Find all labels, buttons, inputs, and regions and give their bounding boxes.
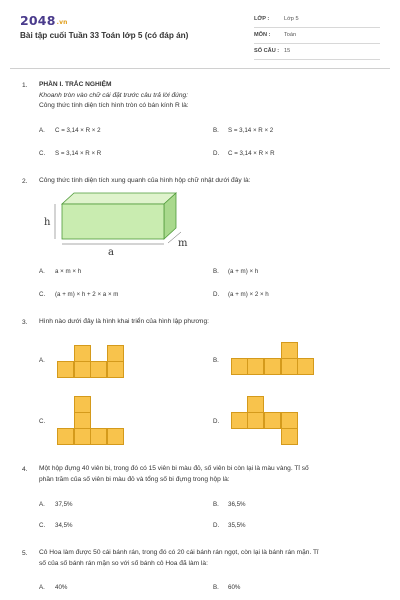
question-number: 1.	[22, 82, 28, 89]
question-number: 3.	[22, 319, 28, 326]
net-cell	[74, 361, 91, 378]
option-text[interactable]: S = 3,14 × R × R	[55, 150, 102, 157]
net-cell	[264, 412, 281, 429]
option-letter[interactable]: D.	[213, 291, 220, 298]
option-text[interactable]: 35,5%	[228, 522, 246, 529]
option-letter[interactable]: A.	[39, 501, 45, 508]
question-4-text-line-2: phần trăm của số viên bi màu đỏ và tổng số bi đựng trong hộp là:	[39, 476, 230, 483]
option-text[interactable]: (a + m) × h	[228, 268, 259, 275]
option-letter[interactable]: B.	[213, 357, 219, 364]
meta-row-class	[254, 14, 380, 28]
option-text[interactable]: 37,5%	[55, 501, 73, 508]
net-cell	[247, 396, 264, 413]
option-letter[interactable]: A.	[39, 584, 45, 591]
option-letter[interactable]: B.	[213, 584, 219, 591]
meta-label: LỚP :	[254, 16, 270, 22]
meta-row-subject	[254, 30, 380, 44]
net-cell	[281, 358, 298, 375]
meta-value: Lớp 5	[284, 16, 299, 22]
meta-label: SỐ CÂU :	[254, 48, 280, 54]
document-title: Bài tập cuối Tuần 33 Toán lớp 5 (có đáp án)	[20, 31, 189, 40]
question-number: 4.	[22, 466, 28, 473]
net-cell	[90, 428, 107, 445]
net-cell	[247, 358, 264, 375]
option-letter[interactable]: C.	[39, 418, 46, 425]
option-letter[interactable]: A.	[39, 268, 45, 275]
net-cell	[231, 358, 248, 375]
question-4-text-line-1: Một hộp đựng 40 viên bi, trong đó có 15 viên bi màu đỏ, số viên bi còn lại là màu vàng. Tỉ số	[39, 465, 309, 472]
option-text[interactable]: a × m × h	[55, 268, 82, 275]
logo-suffix: .vn	[56, 19, 68, 26]
option-text[interactable]: C = 3,14 × R × 2	[55, 127, 101, 134]
question-3-text: Hình nào dưới đây là hình khai triển của hình lập phương:	[39, 318, 209, 325]
option-letter[interactable]: A.	[39, 357, 45, 364]
option-text[interactable]: 34,5%	[55, 522, 73, 529]
question-5-text-line-1: Cô Hoa làm được 50 cái bánh rán, trong đó có 20 cái bánh rán ngọt, còn lại là bánh rán mặn. Tỉ	[39, 549, 319, 556]
option-letter[interactable]: D.	[213, 150, 220, 157]
meta-row-count	[254, 46, 380, 60]
meta-value: Toán	[284, 32, 297, 38]
option-text[interactable]: (a + m) × 2 × h	[228, 291, 269, 298]
option-letter[interactable]: B.	[213, 268, 219, 275]
option-letter[interactable]: D.	[213, 522, 220, 529]
net-cell	[74, 345, 91, 362]
option-letter[interactable]: C.	[39, 291, 46, 298]
net-cell	[90, 361, 107, 378]
option-text[interactable]: 40%	[55, 584, 68, 591]
label-h: h	[44, 217, 51, 228]
option-letter[interactable]: B.	[213, 127, 219, 134]
question-2-text: Công thức tính diện tích xung quanh của hình hộp chữ nhật dưới đây là:	[39, 177, 251, 184]
net-cell	[281, 342, 298, 359]
option-text[interactable]: 36,5%	[228, 501, 246, 508]
net-cell	[107, 361, 124, 378]
header-divider	[10, 68, 390, 69]
net-cell	[281, 412, 298, 429]
net-cell	[107, 428, 124, 445]
net-cell	[74, 412, 91, 429]
net-cell	[107, 345, 124, 362]
question-1-text: Công thức tính diện tích hình tròn có bán kính R là:	[39, 102, 189, 109]
label-a: a	[108, 247, 114, 258]
net-cell	[74, 428, 91, 445]
option-text[interactable]: 60%	[228, 584, 241, 591]
question-number: 2.	[22, 178, 28, 185]
section-title: PHẦN I. TRẮC NGHIỆM	[39, 81, 112, 88]
option-text[interactable]: (a + m) × h + 2 × a × m	[55, 291, 119, 298]
net-cell	[281, 428, 298, 445]
option-letter[interactable]: D.	[213, 418, 220, 425]
option-letter[interactable]: B.	[213, 501, 219, 508]
section-instruction: Khoanh tròn vào chữ cái đặt trước câu trả lời đúng:	[39, 92, 189, 99]
option-letter[interactable]: C.	[39, 522, 46, 529]
net-cell	[231, 412, 248, 429]
meta-value: 15	[284, 48, 291, 54]
box-top-face	[62, 193, 176, 204]
page-header	[0, 0, 400, 62]
net-cell	[264, 358, 281, 375]
site-logo[interactable]	[20, 13, 68, 28]
option-text[interactable]: S = 3,14 × R × 2	[228, 127, 274, 134]
option-letter[interactable]: A.	[39, 127, 45, 134]
option-text[interactable]: C = 3,14 × R × R	[228, 150, 275, 157]
net-cell	[74, 396, 91, 413]
option-letter[interactable]: C.	[39, 150, 46, 157]
net-cell	[57, 361, 74, 378]
label-m: m	[178, 238, 188, 249]
logo-text: 2048	[20, 13, 56, 28]
question-5-text-line-2: số của số bánh rán mặn so với số bánh cô Hoa đã làm là:	[39, 560, 208, 567]
question-number: 5.	[22, 550, 28, 557]
box-front-face	[62, 204, 164, 239]
net-cell	[57, 428, 74, 445]
meta-label: MÔN :	[254, 32, 271, 38]
box-figure	[38, 188, 198, 260]
net-cell	[247, 412, 264, 429]
net-cell	[297, 358, 314, 375]
